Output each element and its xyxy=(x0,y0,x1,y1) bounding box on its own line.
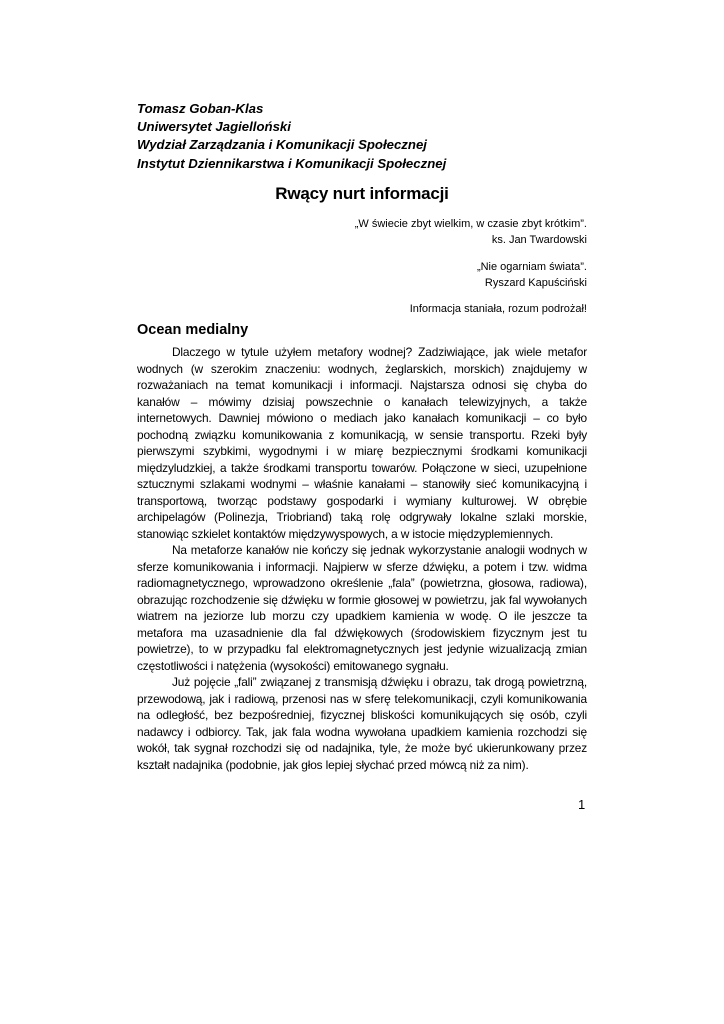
author-block xyxy=(137,100,446,173)
epigraph-text: „Nie ogarniam świata”. xyxy=(476,261,587,273)
epigraph-author: ks. Jan Twardowski xyxy=(491,233,587,246)
author-university: Uniwersytet Jagielloński xyxy=(137,119,291,135)
document-title: Rwący nurt informacji xyxy=(275,184,449,203)
paragraph: Dlaczego w tytule użyłem metafory wodnej? Zadziwiające, jak wiele metafor wodnych (w szerokim znaczeniu: wodnych, żeglarskich, morskich) znajdujemy w rozważaniach na temat komunikacji i informacji. Najstarsza odnosi się chyba do kanałów – mówimy dzisiaj powszechnie o kanałach telewizyjnych, a także internetowych. Dawniej mówiono o mediach jako kanałach komunikacji – co było pochodną związku komunikowania z komunikacją, w sensie transportu. Rzeki były pierwszymi szybkimi, wygodnymi i w miarę bezpiecznymi środkami komunikacji międzyludzkiej, a także środkami transportu towarów. Połączone w sieci, uzupełnione sztucznymi szlakami wodnymi – właśnie kanałami – stanowiły sieć komunikacyjną i transportową, tworząc podstawy gospodarki i wymiany kulturowej. W obrębie archipelagów (Polinezja, Triobriand) taką rolę odgrywały lokalne szlaki morskie, stanowiąc szkielet kontaktów międzywyspowych, a w istocie międzyplemiennych. xyxy=(137,345,587,541)
author-name: Tomasz Goban-Klas xyxy=(137,101,264,116)
epigraph-motto xyxy=(410,302,587,318)
epigraph-author: Ryszard Kapuściński xyxy=(484,276,587,289)
author-institute: Instytut Dziennikarstwa i Komunikacji Społecznej xyxy=(137,155,447,171)
author-faculty: Wydział Zarządzania i Komunikacji Społecznej xyxy=(137,137,427,153)
epigraph-text: „W świecie zbyt wielkim, w czasie zbyt krótkim”. xyxy=(354,218,587,230)
epigraph-kapuscinski xyxy=(477,260,587,291)
page-number: 1 xyxy=(578,797,586,812)
paragraph: Już pojęcie „fali” związanej z transmisją dźwięku i obrazu, tak drogą powietrzną, przewodową, jak i radiową, przenosi nas w sferę telekomunikacji, czyli komunikowania na odległość, bez bezpośredniej, fizycznej bliskości komunikujących się osób, czyli nadawcy i odbiorcy. Tak, jak fala wodna wywołana upadkiem kamienia rozchodzi się wokół, tak sygnał rozchodzi się od nadajnika, tyle, że może być ukierunkowany przez kształt nadajnika (podobnie, jak głos lepiej słychać przed mówcą niż za nim). xyxy=(137,675,587,772)
epigraph-twardowski xyxy=(355,217,587,248)
section-body xyxy=(137,344,587,773)
paragraph: Na metaforze kanałów nie kończy się jednak wykorzystanie analogii wodnych w sferze komunikowania i informacji. Najpierw w sferze dźwięku, a potem i tzw. widma radiomagnetycznego, wprowadzono określenie „fala” (powietrzna, głosowa, radiowa), obrazując rozchodzenie się dźwięku w formie głosowej w powietrzu, jak fal wywołanych wiatrem na jeziorze lub morzu czy upadkiem kamienia w wodę. O ile jeszcze ta metafora ma uzasadnienie dla fal dźwiękowych (środowiskiem fizycznym jest tu powietrze), to w przypadku fal elektromagnetycznych jest jedynie wizualizacją zmian częstotliwości i natężenia (wysokości) emitowanego sygnału. xyxy=(137,543,587,673)
section-heading: Ocean medialny xyxy=(137,322,249,338)
epigraph-text: Informacja staniała, rozum podrożał! xyxy=(409,303,587,315)
